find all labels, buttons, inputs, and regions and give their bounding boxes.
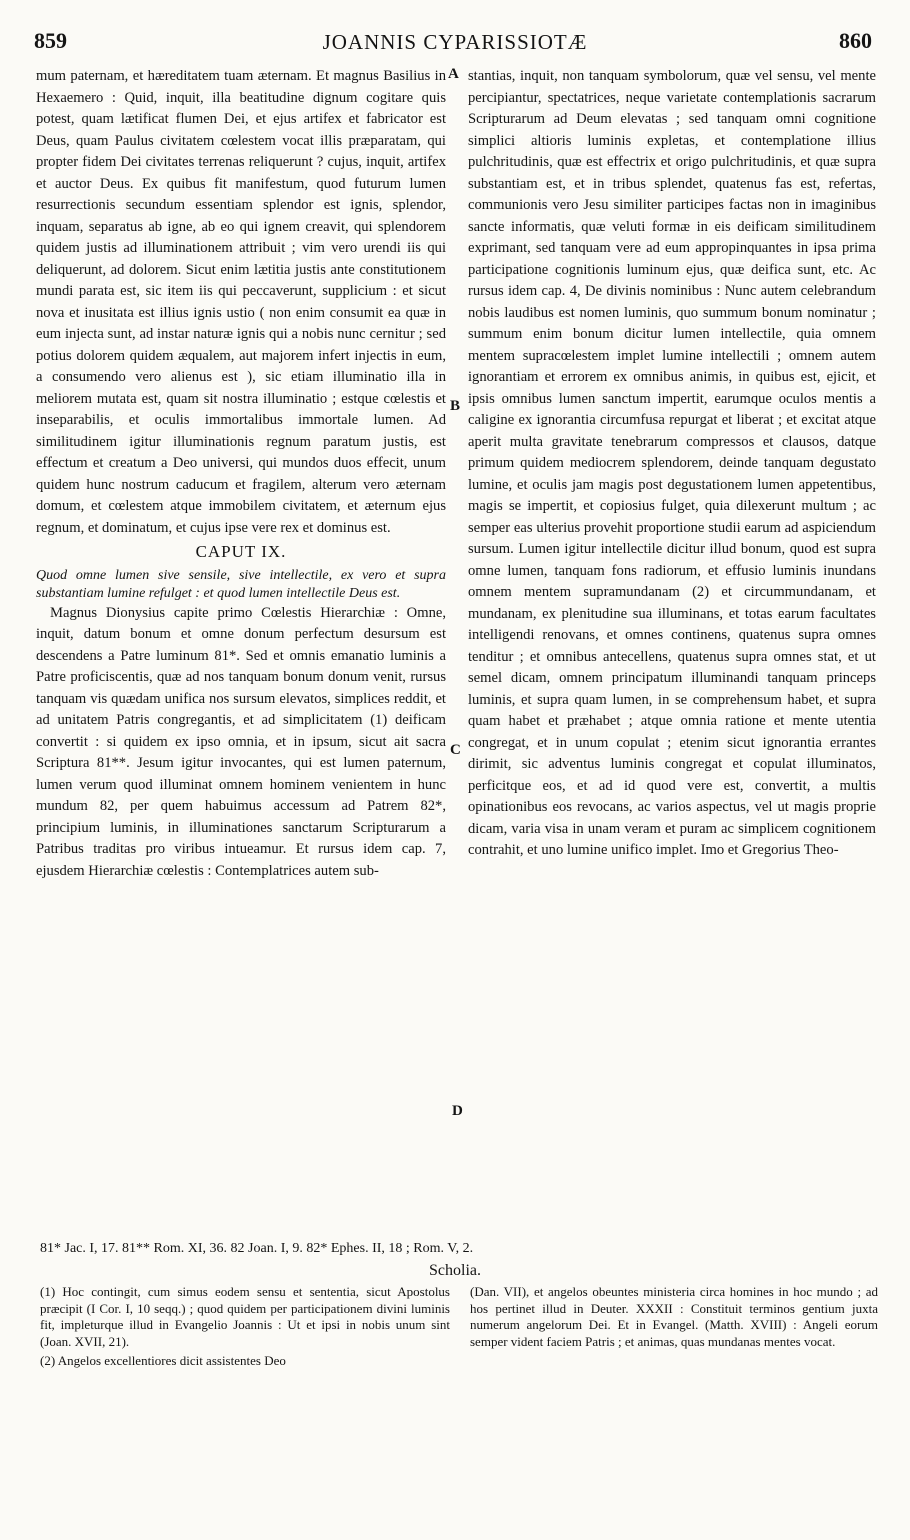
left-paragraph-1: mum paternam, et hæreditatem tuam æternam. Et magnus Basilius in Hexaemero : Quid, inquit, illa beatitudine dignum cogitare quis potest, quam lætificat flumen Dei, et ejus artifex et fabricator est Deus, quam Paulus civitatem cœlestem vocat illis præparatam, qui propter fidem Dei civitates terrenas reliquerunt ? cujus, inquit, artifex et auctor Deus. Ex quibus fit manifestum, quod futurum lumen resurrectionis secundum essentiam splendor est ignis, splendor, inquam, separatus ab igne, ab eo qui ignem creavit, qui splendorem quidem justis ad illuminationem attribuit ; vim vero urendi iis qui deliquerunt, ad dolorem. Sicut enim lætitia justis ante constitutionem mundi parata est, sic item iis qui peccaverunt, supplicium : et sicut nova et inusitata est illius ignis ustio ( non enim consumit ea quæ in eum injecta sunt, ad instar naturæ ignis qui a nobis nunc cernitur ; sed potius dolorem quidem æqualem, aut majorem infert injectis in eum, a consumendo vero alienus est ), sic etiam illuminatio illa in meliorem mutata est, quam sit nostra illuminatio ; estque cœlestis et inseparabilis, et oculis immortalibus immortale lumen. Ad similitudinem igitur illuminationis regnum paratum justis, est effectum et creatum a Deo universi, qui mundos duos effecit, unum quidem hunc nostrum caducum et fragilem, alterum vero æternam domum, et cœlestem atque immobilem civitatem, et æternum ejus regnum, et dominatum, et cujus ipse vere rex et dominus est.: [36, 68, 446, 536]
scholion-2-start: (2) Angelos excellentiores dicit assistentes Deo: [40, 1353, 286, 1369]
margin-mark-a: A: [448, 66, 459, 82]
page-number-left: 859: [34, 28, 67, 53]
scholion-1: (1) Hoc contingit, cum simus eodem sensu et sententia, sicut Apostolus præcipit (I Cor. I, 10 seqq.) ; quod quidem per participationem divini luminis fit, impleturque illud in Evangelio Joannis : Ut et ipsi in nobis unum sint (Joan. XVII, 21).: [40, 1284, 450, 1349]
scholion-2-cont: (Dan. VII), et angelos obeuntes ministeria circa homines in hoc mundo ; ad hos pertinet illud in Deuter. XXXII : Constituit terminos gentium juxta numerum angelorum Dei. Et in Evangel. (Matth. XVIII) : Angeli eorum semper vident faciem Patris ; et animas, quas mundanas mentes vocat.: [470, 1284, 878, 1349]
left-column: [36, 66, 446, 882]
scholia-right: [470, 1284, 878, 1353]
right-column: [468, 66, 876, 862]
chapter-summary: Quod omne lumen sive sensile, sive intellectile, ex vero et supra substantiam lumine refulget : et quod lumen intellectile Deus est.: [36, 567, 446, 601]
scholia-title: Scholia.: [429, 1262, 481, 1279]
right-paragraph-1: stantias, inquit, non tanquam symbolorum, quæ vel sensu, vel mente percipiantur, spectatrices, neque varietate contemplationis sacrarum Scripturarum ad Deum elevatas ; sed tanquam omni cognitione simplici altioris luminis expletas, et contemplatione illius pulchritudinis, quæ est effectrix et origo pulchritudinis, et quæ supra substantiam est, et in tribus splendet, quatenus fas est, refertas, communionis vero Jesu similiter participes factas non in imaginibus sancte informatis, quæ veluti formæ in eis deificam similitudinem exprimant, sed tanquam vere ad eum appropinquantes in ipsa prima participatione cognitionis luminum ejus, quæ deifica sunt, etc. Ac rursus idem cap. 4, De divinis nominibus : Nunc autem celebrandum nobis laudibus est nomen luminis, quo summum bonum nominatur ; summum enim bonum dicitur lumen intellectile, quia omnem mentem supracœlestem implet lumine intellectili ; omnem autem ignorantiam et errorem ex omnibus animis, in quibus est, ejicit, et ipsis omnibus lumen sanctum impertit, earumque oculos mentis a caligine ex ignorantia circumfusa repurgat et liberat ; et excitat atque aperit multa gravitate tenebrarum compressos et clausos, datque primum quidem mediocrem splendorem, deinde tanquam degustato lumine, et oculis jam magis post degustationem lumen appetentibus, magis se impertit, et copiosius fulget, quia dilexerunt multum ; ac semper eas ulterius provehit proportione studii earum ad aspiciendum sursum. Lumen igitur intellectile dicitur illud bonum, quod est supra omne lumen, tanquam fons radiorum, et effusio luminis inundans omnem mentem supramundanam (2) et circummundanam, et mundanam, ex plenitudine sua illuminans, et totas earum facultates intelligendi renovans, et omnes continens, quatenus supra omnes tenditur ; et omnibus antecellens, quatenus supra omnes stat, et ut semel dicam, omnem principatum illuminandi tanquam princeps luminis, et supra quam lumen, in se comprehensum habet, et supra quam habet et præhabet ; atque omnia ratione et mente utentia congregat, et in unum copulat ; etenim sicut ignorantia errantes dirimit, sic adventus luminis congregat et copulat illuminatos, perficitque eos, et ad id quod vere est, convertit, a multis opinationibus eos revocans, ac varios aspectus, vel ut magis proprie dicam, varia visa in unam veram et puram ac simplicem cognitionem contrahit, et uno lumine unifico implet. Imo et Gregorius Theo-: [468, 68, 876, 858]
footnote-references: 81* Jac. I, 17. 81** Rom. XI, 36. 82 Joan. I, 9. 82* Ephes. II, 18 ; Rom. V, 2.: [40, 1241, 474, 1256]
margin-mark-c: C: [450, 742, 461, 758]
page-number-right: 860: [839, 28, 872, 53]
chapter-title: CAPUT IX.: [195, 542, 287, 561]
left-paragraph-2: Magnus Dionysius capite primo Cœlestis Hierarchiæ : Omne, inquit, datum bonum et omne donum perfectum desursum est descendens a Patre luminum 81*. Sed et omnis emanatio luminis a Patre proficiscentis, quæ ad nos tanquam bonum donum venit, rursus tanquam vis quædam unifica nos sursum elevatos, simplices reddit, et ad unitatem Patris congregantis, et ad simplicitatem (1) deificam convertit : si quidem ex ipso omnia, et in ipsum, sicut ait sacra Scriptura 81**. Jesum igitur invocantes, qui est lumen paternum, lumen verum quod illuminat omnem hominem venientem in hunc mundum 82, per quem habuimus accessum ad Patrem 82*, principium luminis, in illuminationes sanctarum Scripturarum a Patribus traditas pro viribus intueamur. Et rursus idem cap. 7, ejusdem Hierarchiæ cœlestis : Contemplatrices autem sub-: [36, 604, 446, 879]
running-title: JOANNIS CYPARISSIOTÆ: [322, 30, 588, 54]
margin-mark-d: D: [452, 1103, 463, 1119]
scholia-left: [40, 1284, 450, 1373]
page-header: [0, 28, 910, 58]
margin-mark-b: B: [450, 398, 461, 414]
